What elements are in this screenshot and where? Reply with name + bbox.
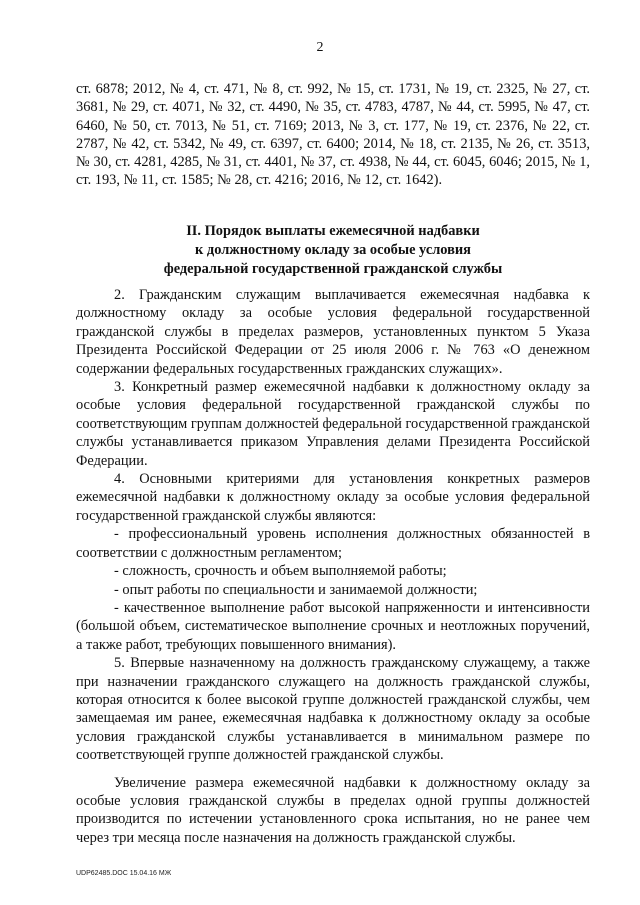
paragraph-item-3: 3. Конкретный размер ежемесячной надбавки к должностному окладу за особые условия федеральной государственной гражданской службы по соответствующим группам должностей федеральной государственной гражданской службы устанавливается приказом Управления делами Президента Российской Федерации.: [76, 379, 590, 469]
section-heading: [76, 222, 590, 279]
page-number: 2: [316, 40, 324, 55]
paragraph-item-2: 2. Гражданским служащим выплачивается ежемесячная надбавка к должностному окладу за особые условия федеральной государственной гражданской службы в пределах размеров, установленных пунктом 5 Указа Президента Российской Федерации от 25 июля 2006 г. № 763 «О денежном содержании федеральных государственных гражданских служащих».: [76, 287, 590, 377]
section-heading-line-2: к должностному окладу за особые условия: [195, 242, 471, 258]
criteria-list-item: - опыт работы по специальности и занимаемой должности;: [114, 581, 478, 598]
criteria-list-item: - сложность, срочность и объем выполняемой работы;: [114, 563, 447, 580]
criteria-list-item: - качественное выполнение работ высокой напряженности и интенсивности (большой объем, систематическое выполнение срочных и неотложных поручений, а также работ, требующих повышенного внимания).: [76, 599, 590, 653]
paragraph-item-5: 5. Впервые назначенному на должность гражданскому служащему, а также при назначении гражданского служащего на должность гражданской службы, которая относится к более высокой группе должностей гражданской службы, чем замещаемая им ранее, ежемесячная надбавка к должностному окладу за особые условия гражданской службы устанавливается в минимальном размере по соответствующей группе должностей гражданской службы.: [76, 655, 590, 764]
document-file-code: UDP62485.DOC 15.04.16 МЖ: [76, 870, 172, 877]
section-heading-line-3: федеральной государственной гражданской службы: [163, 261, 503, 277]
criteria-list-item: - профессиональный уровень исполнения должностных обязанностей в соответствии с должностным регламентом;: [76, 526, 590, 561]
legal-references-continuation: ст. 6878; 2012, № 4, ст. 471, № 8, ст. 992, № 15, ст. 1731, № 19, ст. 2325, № 27, ст. 3681, № 29, ст. 4071, № 32, ст. 4490, № 35, ст. 4783, 4787, № 44, ст. 5995, № 47, ст. 6460, № 50, ст. 7013, № 51, ст. 7169; 2013, № 3, ст. 177, № 19, ст. 2376, № 22, ст. 2787, № 42, ст. 5342, № 49, ст. 6397, ст. 6400; 2014, № 18, ст. 2135, № 26, ст. 3513, № 30, ст. 4281, 4285, № 31, ст. 4401, № 37, ст. 4938, № 44, ст. 6045, 6046; 2015, № 1, ст. 193, № 11, ст. 1585; № 28, ст. 4216; 2016, № 12, ст. 1642).: [76, 81, 590, 189]
paragraph-increase: Увеличение размера ежемесячной надбавки к должностному окладу за особые условия гражданской службы в пределах одной группы должностей производится по истечении установленного срока испытания, но не ранее чем через три месяца после назначения на должность гражданской службы.: [76, 774, 590, 846]
paragraph-item-4: 4. Основными критериями для установления конкретных размеров ежемесячной надбавки к должностному окладу за особые условия федеральной государственной гражданской службы являются:: [76, 471, 590, 524]
section-body: [76, 286, 590, 847]
section-heading-line-1: II. Порядок выплаты ежемесячной надбавки: [186, 223, 480, 239]
